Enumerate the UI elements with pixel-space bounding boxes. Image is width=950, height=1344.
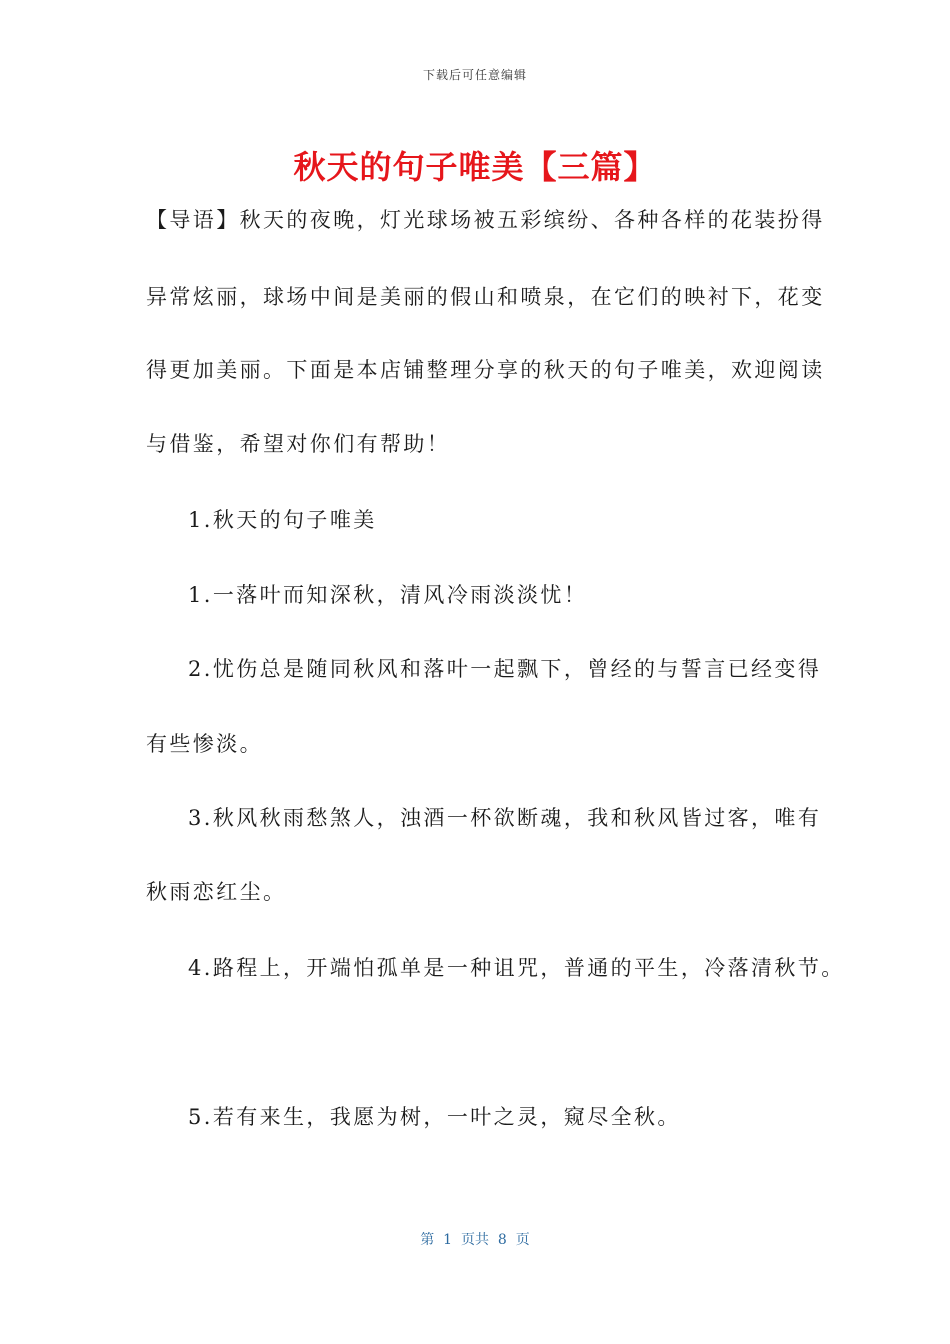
header-note: 下载后可任意编辑	[422, 68, 527, 82]
list-item: 3.秋风秋雨愁煞人，浊酒一杯欲断魂，我和秋风皆过客，唯有	[188, 806, 822, 830]
intro-line: 【导语】秋天的夜晚，灯光球场被五彩缤纷、各种各样的花装扮得	[146, 208, 825, 232]
section-heading: 1.秋天的句子唯美	[188, 508, 377, 532]
page-number-footer: 第 1 页共 8 页	[420, 1232, 530, 1248]
list-item: 1.一落叶而知深秋，清风冷雨淡淡忧！	[188, 583, 588, 607]
list-item-continuation: 秋雨恋红尘。	[146, 880, 287, 904]
list-item-continuation: 有些惨淡。	[146, 732, 263, 756]
list-item: 4.路程上，开端怕孤单是一种诅咒，普通的平生，冷落清秋节。	[188, 956, 845, 980]
intro-line: 与借鉴，希望对你们有帮助！	[146, 432, 451, 456]
intro-line: 异常炫丽，球场中间是美丽的假山和喷泉，在它们的映衬下，花变	[146, 285, 825, 309]
document-title: 秋天的句子唯美【三篇】	[293, 148, 657, 186]
list-item: 5.若有来生，我愿为树，一叶之灵，窥尽全秋。	[188, 1105, 681, 1129]
list-item: 2.忧伤总是随同秋风和落叶一起飘下，曾经的与誓言已经变得	[188, 657, 822, 681]
intro-line: 得更加美丽。下面是本店铺整理分享的秋天的句子唯美，欢迎阅读	[146, 358, 825, 382]
